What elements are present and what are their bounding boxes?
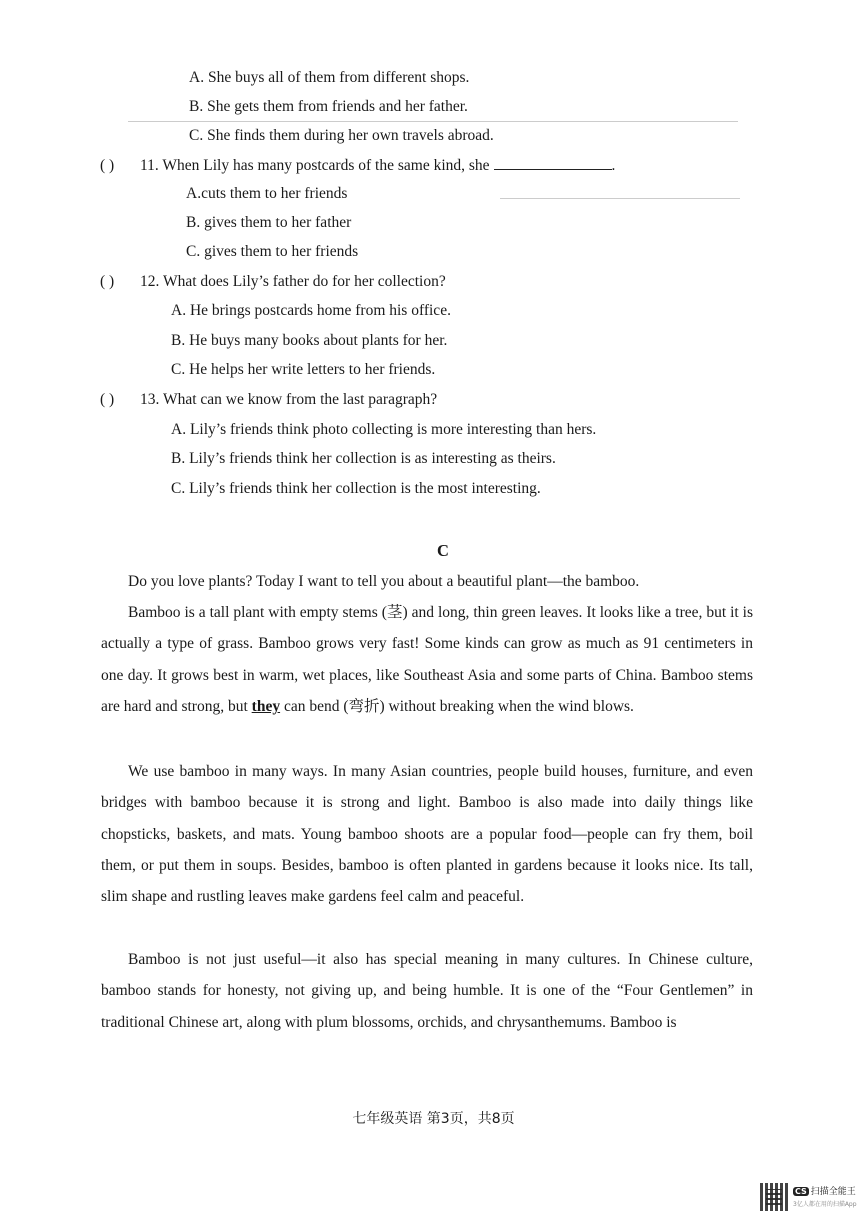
passage-paragraph-4: Bamboo is not just useful—it also has special meaning in many cultures. In Chinese culture, bamboo stands for honesty, not giving up, and being humble. It is one of the “Four Gentlemen” in traditional Chinese art, along with plum blossoms, orchids, and chrysanthemums. Bamboo is: [101, 951, 753, 1031]
page-footer: 七年级英语 第3页，共8页: [352, 1111, 515, 1127]
q10-option-a[interactable]: A. She buys all of them from different shops.: [189, 69, 470, 86]
q13-option-c[interactable]: C. Lily’s friends think her collection is the most interesting.: [171, 480, 541, 497]
q11-option-b[interactable]: B. gives them to her father: [186, 214, 352, 231]
passage-paragraph-3: We use bamboo in many ways. In many Asian countries, people build houses, furniture, and even bridges with bamboo because it is strong and light. Bamboo is also made into daily things like chopsticks, baskets, and mats. Young bamboo shoots are a popular food—people can fry them, boil them, or put them in soups. Besides, bamboo is often planted in gardens because it looks nice. Its tall, slim shape and rustling leaves make gardens feel calm and peaceful.: [101, 763, 753, 906]
question-stem: 13. What can we know from the last paragraph?: [140, 391, 438, 408]
question-12: [100, 274, 446, 290]
q11-option-a[interactable]: A.cuts them to her friends: [186, 185, 348, 202]
question-11: [100, 157, 615, 174]
answer-bracket[interactable]: ( ): [100, 273, 115, 290]
scanner-app-name: 扫描全能王: [810, 1187, 856, 1197]
scanner-tagline: 3亿人都在用的扫描App: [793, 1201, 857, 1208]
answer-bracket[interactable]: ( ): [100, 157, 115, 174]
answer-blank[interactable]: [494, 157, 612, 170]
section-title: C: [437, 541, 449, 560]
paragraph-text: can bend (弯折) without breaking when the wind blows.: [280, 697, 634, 715]
q10-option-c[interactable]: C. She finds them during her own travels abroad.: [189, 127, 494, 144]
question-stem: 11. When Lily has many postcards of the same kind, she: [140, 157, 490, 174]
scan-artifact-line: [500, 198, 740, 199]
scanner-watermark: [793, 1184, 857, 1208]
paragraph-text: Bamboo is a tall plant with empty stems (茎) and long, thin green leaves. It looks like a tree, but it is actually a type of grass. Bamboo grows very fast! Some kinds can grow as much as 91 centimeters in one day. It grows best in warm, wet places, like Southeast Asia and some parts of China. Bamboo stems are hard and strong, but: [101, 604, 753, 715]
q12-option-c[interactable]: C. He helps her write letters to her friends.: [171, 361, 436, 378]
q13-option-a[interactable]: A. Lily’s friends think photo collecting is more interesting than hers.: [171, 421, 597, 438]
passage-paragraph-1: Do you love plants? Today I want to tell you about a beautiful plant—the bamboo.: [128, 573, 640, 590]
passage-paragraph-2: [101, 597, 753, 722]
q12-option-a[interactable]: A. He brings postcards home from his office.: [171, 302, 451, 319]
underlined-word: they: [251, 697, 281, 715]
question-stem: 12. What does Lily’s father do for her collection?: [140, 273, 446, 290]
scan-artifact-line: [128, 121, 738, 122]
question-end: .: [611, 157, 616, 174]
question-13: [100, 392, 437, 408]
qr-code-icon: [760, 1183, 788, 1211]
cs-logo: CS: [795, 1187, 807, 1196]
q10-option-b[interactable]: B. She gets them from friends and her father.: [189, 98, 468, 115]
q11-option-c[interactable]: C. gives them to her friends: [186, 243, 359, 260]
q12-option-b[interactable]: B. He buys many books about plants for her.: [171, 332, 448, 349]
q13-option-b[interactable]: B. Lily’s friends think her collection is as interesting as theirs.: [171, 450, 556, 467]
answer-bracket[interactable]: ( ): [100, 391, 115, 408]
